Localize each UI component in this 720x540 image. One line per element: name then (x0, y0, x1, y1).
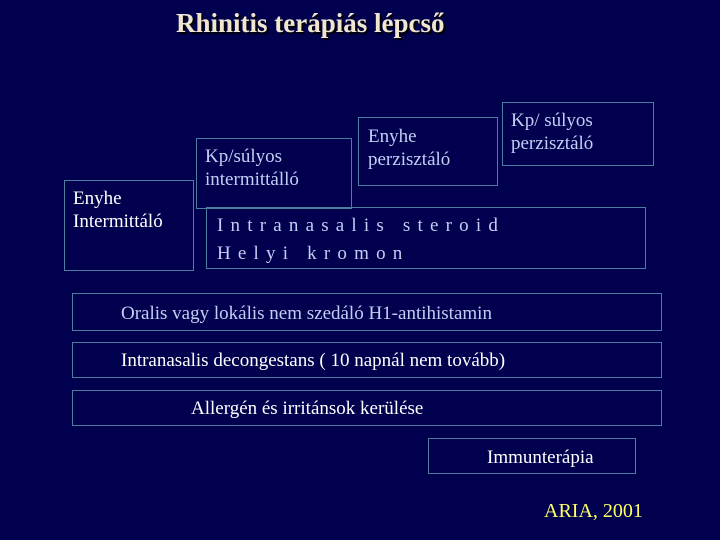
source-citation: ARIA, 2001 (544, 500, 643, 522)
step-label-line2: Intermittáló (73, 211, 163, 232)
step-label-line2: intermittálló (205, 169, 299, 190)
step-label-line1: Kp/ súlyos (511, 110, 593, 131)
treatment-antihistamin: Oralis vagy lokális nem szedáló H1-antihistamin (121, 303, 492, 324)
box-decongestans (72, 342, 662, 378)
treatment-kromon: Helyi kromon (217, 243, 410, 264)
box-steroid-kromon (206, 207, 646, 269)
step-box-mild-persistent (358, 117, 498, 186)
box-antihistamin (72, 293, 662, 331)
treatment-steroid: Intranasalis steroid (217, 215, 506, 236)
treatment-allergen: Allergén és irritánsok kerülése (191, 398, 424, 419)
treatment-decongestans: Intranasalis decongestans ( 10 napnál nem tovább) (121, 350, 506, 371)
step-box-moderate-severe-persistent (502, 102, 654, 166)
box-immunterapia (428, 438, 636, 474)
page-title: Rhinitis terápiás lépcső (176, 8, 445, 38)
box-allergen (72, 390, 662, 426)
treatment-immunterapia: Immunterápia (487, 447, 594, 468)
step-label-line1: Enyhe (368, 126, 417, 147)
step-label-line1: Enyhe (73, 188, 122, 209)
step-label-line1: Kp/súlyos (205, 146, 283, 167)
step-label-line2: perzisztáló (368, 149, 451, 170)
step-box-mild-intermittent (64, 180, 194, 271)
step-box-moderate-severe-intermittent (196, 138, 352, 209)
step-label-line2: perzisztáló (511, 133, 594, 154)
